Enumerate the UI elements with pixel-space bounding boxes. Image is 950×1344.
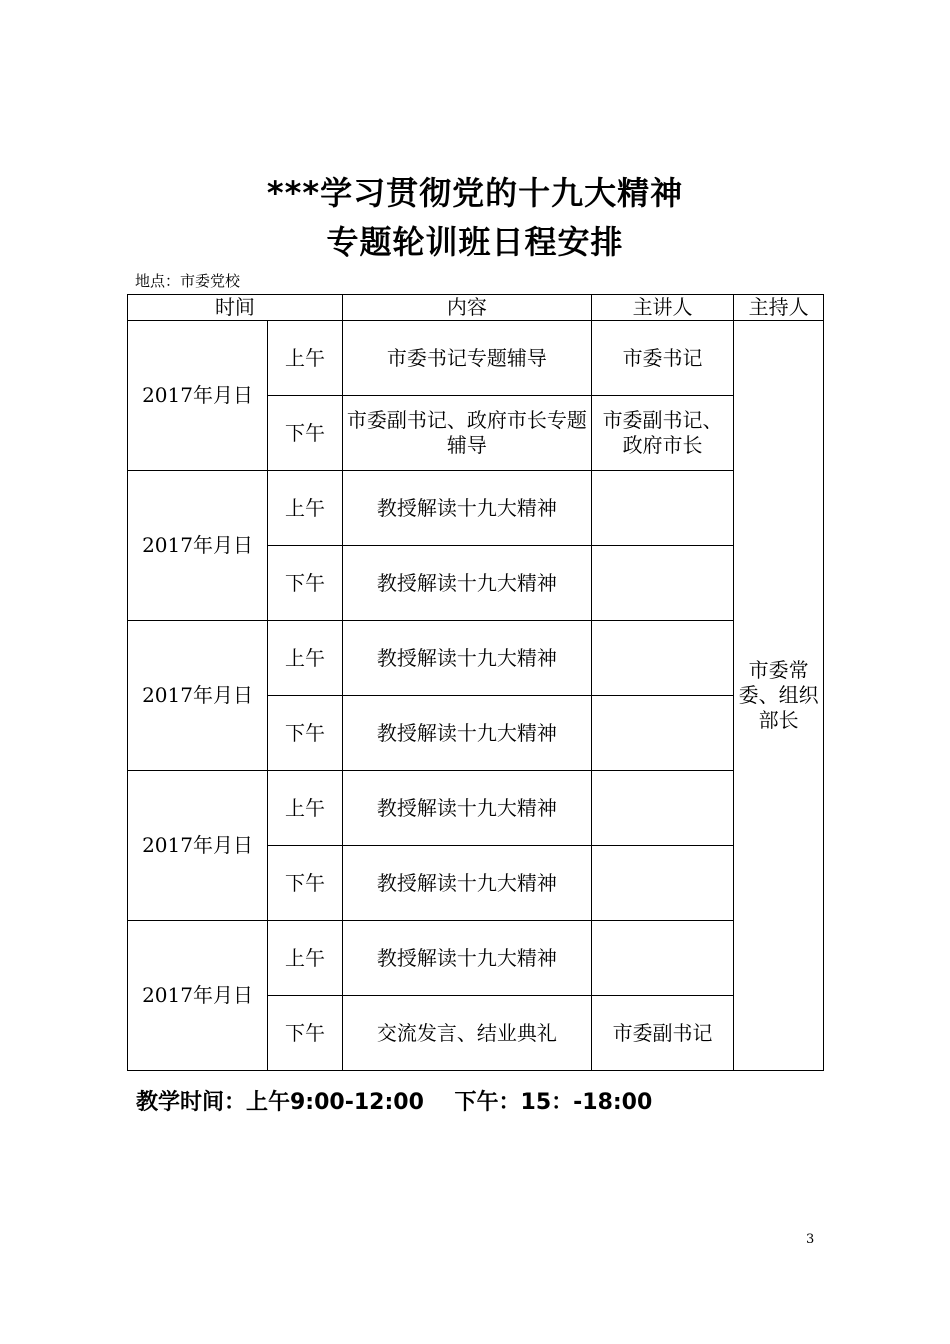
session-half-cell: 下午 <box>268 396 343 471</box>
location-label: 地点：市委党校 <box>135 272 241 290</box>
document-title-line-2: 专题轮训班日程安排 <box>326 223 624 261</box>
header-speaker: 主讲人 <box>591 295 733 321</box>
day-date-cell: 2017年月日 <box>128 921 268 1071</box>
table-row <box>128 621 824 696</box>
session-content-cell: 教授解读十九大精神 <box>342 696 591 771</box>
table-row <box>128 771 824 846</box>
day-date-cell: 2017年月日 <box>128 471 268 621</box>
table-row <box>128 321 824 396</box>
table-row <box>128 921 824 996</box>
session-speaker-cell <box>591 846 733 921</box>
session-content-cell: 教授解读十九大精神 <box>342 921 591 996</box>
session-half-cell: 上午 <box>268 921 343 996</box>
day-date-cell: 2017年月日 <box>128 621 268 771</box>
session-half-cell: 上午 <box>268 771 343 846</box>
session-half-cell: 下午 <box>268 846 343 921</box>
header-content: 内容 <box>342 295 591 321</box>
session-speaker-cell <box>591 921 733 996</box>
session-content-cell: 市委副书记、政府市长专题辅导 <box>342 396 591 471</box>
session-speaker-cell <box>591 621 733 696</box>
session-half-cell: 下午 <box>268 696 343 771</box>
session-half-cell: 上午 <box>268 471 343 546</box>
session-speaker-cell <box>591 471 733 546</box>
day-date-cell: 2017年月日 <box>128 771 268 921</box>
teaching-time-note: 教学时间：上午9:00-12:00 下午：15：-18:00 <box>136 1090 653 1115</box>
session-content-cell: 教授解读十九大精神 <box>342 546 591 621</box>
table-row <box>128 471 824 546</box>
session-half-cell: 上午 <box>268 621 343 696</box>
session-speaker-cell <box>591 546 733 621</box>
schedule-table <box>127 294 824 1071</box>
session-speaker-cell <box>591 696 733 771</box>
session-speaker-cell: 市委副书记、政府市长 <box>591 396 733 471</box>
session-content-cell: 教授解读十九大精神 <box>342 846 591 921</box>
day-date-cell: 2017年月日 <box>128 321 268 471</box>
session-content-cell: 交流发言、结业典礼 <box>342 996 591 1071</box>
page-number: 3 <box>806 1232 815 1247</box>
session-content-cell: 教授解读十九大精神 <box>342 771 591 846</box>
session-content-cell: 教授解读十九大精神 <box>342 621 591 696</box>
header-time: 时间 <box>128 295 343 321</box>
header-host: 主持人 <box>734 295 824 321</box>
session-content-cell: 教授解读十九大精神 <box>342 471 591 546</box>
host-cell: 市委常委、组织部长 <box>734 321 824 1071</box>
session-speaker-cell: 市委书记 <box>591 321 733 396</box>
session-half-cell: 下午 <box>268 996 343 1071</box>
session-half-cell: 下午 <box>268 546 343 621</box>
document-title-line-1: ***学习贯彻党的十九大精神 <box>266 174 684 212</box>
table-header-row <box>128 295 824 321</box>
session-speaker-cell <box>591 771 733 846</box>
session-half-cell: 上午 <box>268 321 343 396</box>
session-content-cell: 市委书记专题辅导 <box>342 321 591 396</box>
session-speaker-cell: 市委副书记 <box>591 996 733 1071</box>
